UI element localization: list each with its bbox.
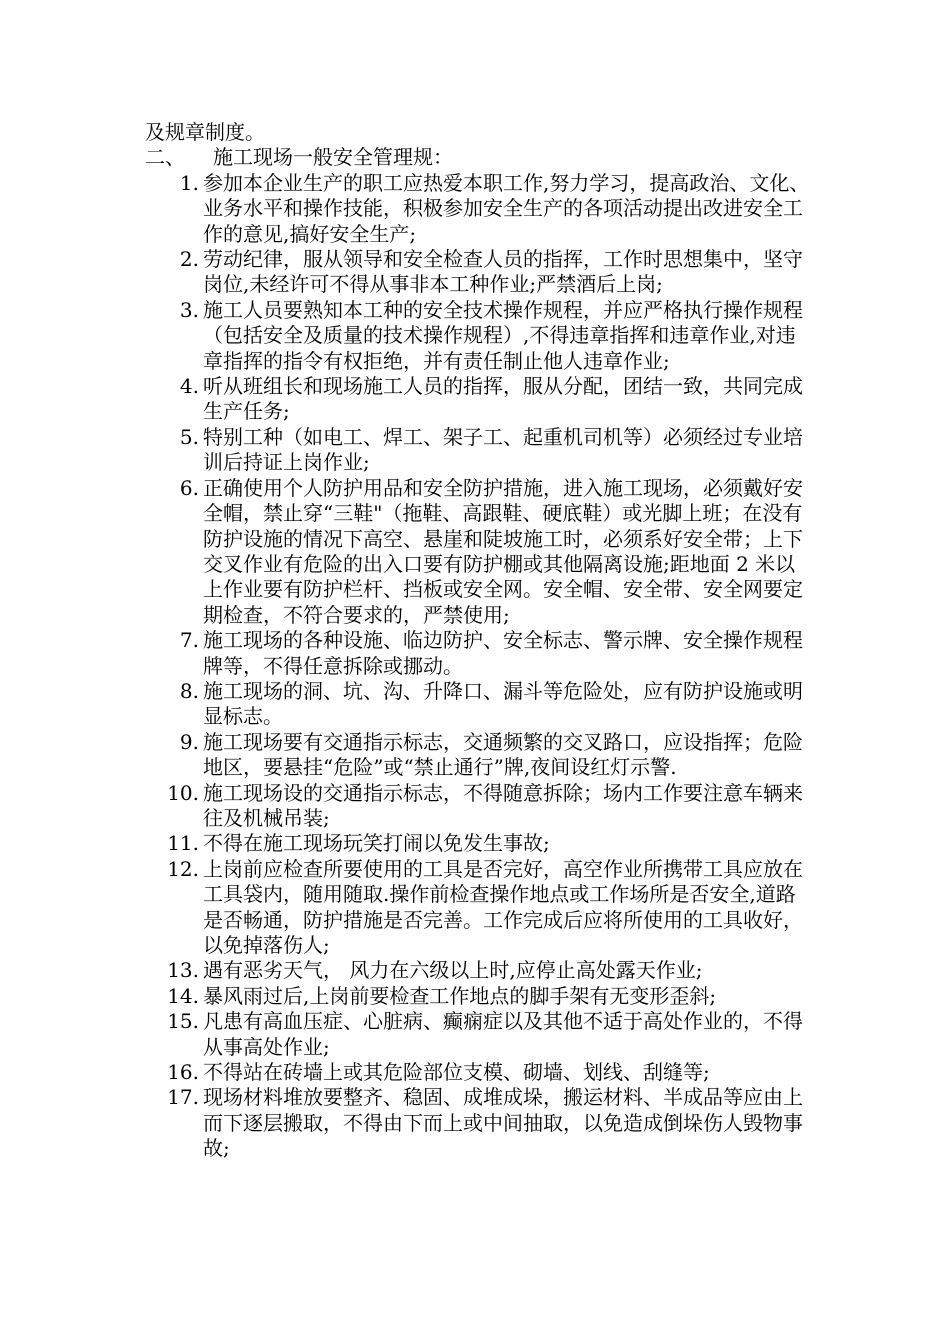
list-item-text: 不得在施工现场玩笑打闹以免发生事故; bbox=[203, 831, 550, 856]
list-item-number: 6. bbox=[179, 475, 199, 500]
list-item-number: 11. bbox=[167, 831, 199, 856]
list-item bbox=[145, 1009, 815, 1060]
list-item bbox=[145, 730, 815, 781]
list-item-text: 特别工种（如电工、焊工、架子工、起重机司机等）必须经过专业培训后持证上岗作业; bbox=[203, 424, 803, 475]
list-item-number: 14. bbox=[167, 983, 199, 1008]
list-item bbox=[145, 857, 815, 959]
list-item bbox=[145, 831, 815, 856]
list-item bbox=[145, 628, 815, 679]
list-item-text: 施工现场设的交通指示标志，不得随意拆除；场内工作要注意车辆来往及机械吊装; bbox=[203, 780, 803, 830]
list-item-text: 现场材料堆放要整齐、稳固、成堆成垛，搬运材料、半成品等应由上而下逐层搬取，不得由下而上或中间抽取，以免造成倒垛伤人毁物事故; bbox=[203, 1085, 803, 1161]
list-item bbox=[145, 984, 815, 1009]
list-item-number: 16. bbox=[167, 1060, 199, 1085]
list-item-text: 劳动纪律，服从领导和安全检查人员的指挥，工作时思想集中，坚守岗位,未经许可不得从事非本工种作业;严禁酒后上岗; bbox=[203, 247, 803, 297]
list-item-text: 不得站在砖墙上或其危险部位支模、砌墙、划线、刮缝等; bbox=[203, 1060, 710, 1085]
list-item-number: 7. bbox=[179, 628, 199, 653]
list-item bbox=[145, 425, 815, 476]
list-item-number: 8. bbox=[179, 678, 199, 703]
list-item bbox=[145, 298, 815, 374]
list-item-number: 3. bbox=[179, 297, 199, 322]
list-item bbox=[145, 679, 815, 730]
list-item-text: 参加本企业生产的职工应热爱本职工作,努力学习，提高政治、文化、业务水平和操作技能，积极参加安全生产的各项活动提出改进安全工作的意见,搞好安全生产; bbox=[203, 170, 810, 246]
section-number: 二、 bbox=[145, 145, 185, 170]
list-item bbox=[145, 781, 815, 832]
list-item bbox=[145, 1060, 815, 1085]
list-item-number: 1. bbox=[179, 170, 199, 195]
list-item-text: 暴风雨过后,上岗前要检查工作地点的脚手架有无变形歪斜; bbox=[203, 983, 717, 1008]
list-item bbox=[145, 958, 815, 983]
list-item-number: 12. bbox=[167, 856, 199, 881]
section-title: 施工现场一般安全管理规： bbox=[213, 145, 453, 170]
list-item-text: 施工现场的洞、坑、沟、升降口、漏斗等危险处，应有防护设施或明显标志。 bbox=[203, 678, 803, 729]
list-item-text: 遇有恶劣天气， 风力在六级以上时,应停止高处露天作业; bbox=[203, 958, 703, 983]
list-item-text: 正确使用个人防护用品和安全防护措施，进入施工现场，必须戴好安全帽，禁止穿“三鞋"（拖鞋、高跟鞋、硬底鞋）或光脚上班；在没有防护设施的情况下高空、悬崖和陡坡施工时，必须系好安全带；上下交叉作业有危险的出入口要有防护棚或其他隔离设施;距地面 2 米以上作业要有防护栏杆、挡板或安全网。安全帽、安全带、安全网要定期检查，不符合要求的，严禁使用; bbox=[203, 475, 803, 627]
list-item-number: 15. bbox=[167, 1009, 199, 1034]
list-item-number: 10. bbox=[167, 780, 199, 805]
list-item-number: 5. bbox=[179, 424, 199, 449]
list-item bbox=[145, 476, 815, 628]
list-item-text: 上岗前应检查所要使用的工具是否完好，高空作业所携带工具应放在工具袋内，随用随取.操作前检查操作地点或工作场所是否安全,道路是否畅通，防护措施是否完善。工作完成后应将所使用的工具收好，以免掉落伤人; bbox=[203, 856, 803, 957]
list-item-text: 凡患有高血压症、心脏病、癫痫症以及其他不适于高处作业的，不得从事高处作业; bbox=[203, 1009, 803, 1059]
list-item bbox=[145, 374, 815, 425]
list-item-number: 13. bbox=[167, 958, 199, 983]
intro-text: 及规章制度。 bbox=[145, 120, 265, 144]
list-item-number: 9. bbox=[179, 729, 199, 754]
list-item-number: 2. bbox=[179, 247, 199, 272]
list-item-number: 17. bbox=[167, 1085, 199, 1110]
list-item-text: 施工现场的各种设施、临边防护、安全标志、警示牌、安全操作规程牌等，不得任意拆除或挪动。 bbox=[203, 628, 803, 678]
list-item-text: 施工现场要有交通指示标志，交通频繁的交叉路口，应设指挥；危险地区，要悬挂“危险”或“禁止通行”牌,夜间设红灯示警. bbox=[203, 729, 803, 780]
document-body bbox=[145, 120, 815, 1162]
list-item bbox=[145, 1085, 815, 1161]
list-item-number: 4. bbox=[179, 374, 199, 399]
list-item-text: 施工人员要熟知本工种的安全技术操作规程，并应严格执行操作规程（包括安全及质量的技术操作规程）,不得违章指挥和违章作业,对违章指挥的指令有权拒绝，并有责任制止他人违章作业; bbox=[203, 297, 803, 373]
list-item bbox=[145, 247, 815, 298]
list-item bbox=[145, 171, 815, 247]
rules-list bbox=[145, 171, 815, 1162]
list-item-text: 听从班组长和现场施工人员的指挥，服从分配，团结一致，共同完成生产任务; bbox=[203, 374, 803, 424]
section-heading bbox=[145, 145, 815, 170]
